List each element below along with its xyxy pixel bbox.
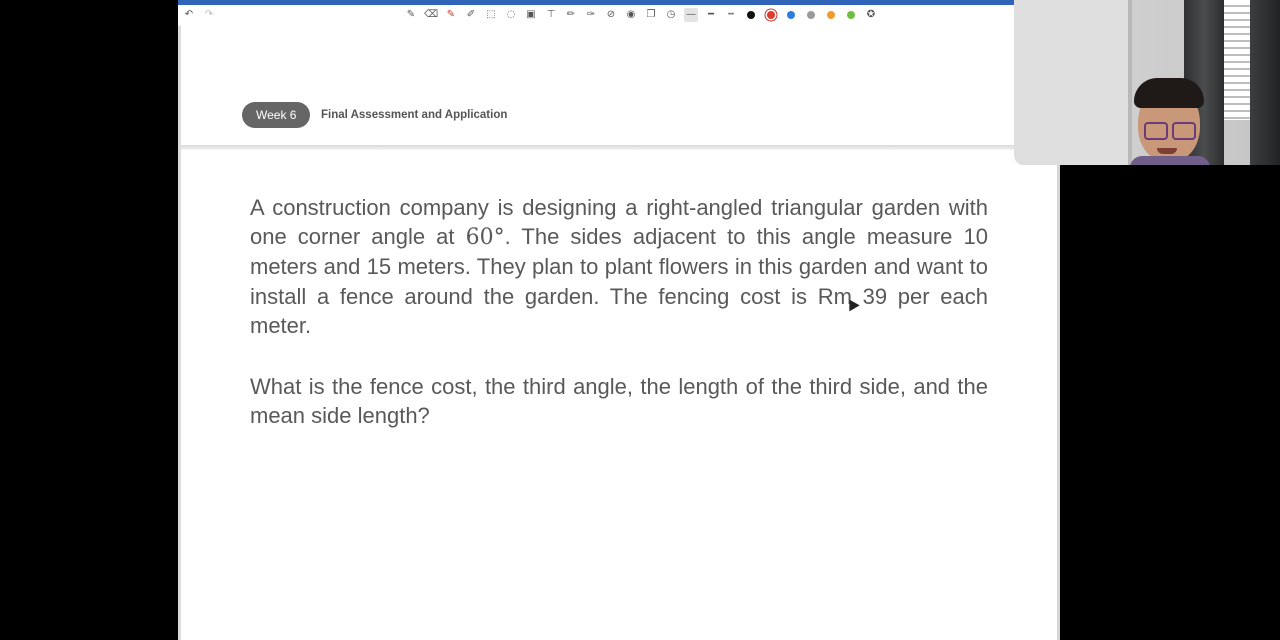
problem-text-end: . The sides adjacent to this angle measure 10 meters and 15 meters. They plan to plant flowers in this garden and want to install a fence around the garden. The fencing cost is Rm 39 per each meter. [250, 224, 988, 338]
eye-icon[interactable]: ◉ [626, 9, 636, 20]
text-icon[interactable]: ⊤ [546, 9, 556, 20]
presenter-glasses-left [1144, 122, 1168, 140]
image-icon[interactable]: ▣ [526, 9, 536, 20]
slide-header [181, 25, 1014, 145]
history-controls [182, 8, 216, 22]
webcam-overlay [1014, 0, 1280, 165]
pen-icon[interactable]: ✎ [406, 9, 416, 20]
header-divider [181, 145, 1014, 150]
presenter-glasses-right [1172, 122, 1196, 140]
shape-icon[interactable]: ⊘ [606, 9, 616, 20]
presenter-mouth [1157, 148, 1177, 154]
color-picker-icon[interactable]: ✪ [866, 9, 876, 20]
color-swatch-red[interactable] [767, 11, 775, 19]
slide-title: Final Assessment and Application [321, 109, 508, 121]
highlighter-icon[interactable]: ✎ [446, 9, 456, 20]
problem-text-start: A construction company is designing a right-angled triangular garden with one corner angle at [250, 195, 988, 250]
color-swatch-black[interactable] [747, 11, 755, 19]
undo-icon[interactable]: ↶ [184, 9, 194, 20]
angle-value: 60° [465, 225, 505, 251]
document-right-edge [1057, 165, 1060, 640]
document-canvas[interactable] [178, 5, 1060, 640]
color-swatch-green[interactable] [847, 11, 855, 19]
presenter-shirt [1130, 156, 1210, 165]
redo-icon[interactable]: ↷ [204, 9, 214, 20]
color-swatch-orange[interactable] [827, 11, 835, 19]
lasso-icon[interactable]: ◌ [506, 9, 516, 20]
webcam-door-frame [1128, 0, 1132, 165]
marker-icon[interactable]: ✐ [466, 9, 476, 20]
webcam-wall [1014, 0, 1130, 165]
color-swatch-gray[interactable] [807, 11, 815, 19]
solid-line-icon[interactable]: ━ [707, 9, 715, 20]
webcam-curtain-right [1250, 0, 1280, 165]
week-badge: Week 6 [242, 102, 310, 128]
annotation-toolbar [178, 5, 1018, 26]
brush-icon[interactable]: ✑ [586, 9, 596, 20]
tool-group [404, 8, 878, 22]
color-swatch-blue[interactable] [787, 11, 795, 19]
question-text: What is the fence cost, the third angle, the length of the third side, and the mean side length? [250, 374, 988, 429]
problem-statement [250, 193, 988, 340]
select-icon[interactable]: ⬚ [486, 9, 496, 20]
dotted-line-icon[interactable]: ┅ [727, 9, 735, 20]
pencil-icon[interactable]: ✏ [566, 9, 576, 20]
copy-icon[interactable]: ❐ [646, 9, 656, 20]
presenter-hair [1134, 78, 1204, 108]
eraser-icon[interactable]: ⌫ [424, 9, 439, 20]
clock-icon[interactable]: ◷ [666, 9, 676, 20]
thin-line-icon[interactable]: — [686, 9, 696, 20]
